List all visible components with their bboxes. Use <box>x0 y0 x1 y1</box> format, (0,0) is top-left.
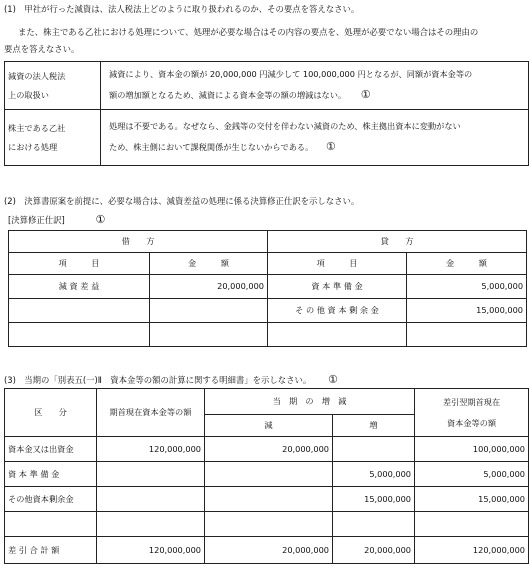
end-header-a: 差引翌期首現在 <box>442 397 501 408</box>
q1-row1-mark: ① <box>360 88 371 102</box>
row-label: その他資本剰余金 <box>5 487 97 512</box>
table-row-total <box>5 537 529 564</box>
row-increase: 20,000,000 <box>333 537 415 564</box>
q1-line1: (1) 甲社が行った減資は、法人税法上どのように取り扱われるのか、その要点を答えなさい。 <box>4 4 360 14</box>
debit-item-header: 項 目 <box>9 253 150 275</box>
q2-subtitle-line <box>8 213 105 227</box>
q3-title: (3) 当期の「別表五(一)Ⅱ 資本金等の額の計算に関する明細書」を示しなさい。 <box>4 375 312 385</box>
debit-amount-header: 金 額 <box>150 253 268 275</box>
row-increase <box>333 512 415 537</box>
credit-amount: 15,000,000 <box>407 299 527 323</box>
debit-item: 減 資 差 益 <box>9 275 150 299</box>
decrease-header: 減 <box>205 415 333 437</box>
row-end: 120,000,000 <box>415 537 529 564</box>
q1-row1-body-a: 減資により、資本金の額が 20,000,000 円減少して 100,000,000 円となるが、同額が資本金等の <box>109 69 473 79</box>
debit-amount <box>150 299 268 323</box>
q3-mark: ① <box>327 373 338 386</box>
row-end: 15,000,000 <box>415 487 529 512</box>
debit-amount <box>150 323 268 347</box>
capital-schedule-table <box>4 388 529 564</box>
row-label: 差 引 合 計 額 <box>5 537 97 564</box>
change-header: 当 期 の 増 減 <box>205 389 415 415</box>
credit-item-header: 項 目 <box>268 253 407 275</box>
q1-line3: 要点を答えなさい。 <box>4 44 80 54</box>
row-end: 100,000,000 <box>415 437 529 462</box>
row-begin: 120,000,000 <box>97 537 205 564</box>
journal-table <box>8 230 527 347</box>
q1-row2-body <box>101 110 529 166</box>
credit-amount-header: 金 額 <box>407 253 527 275</box>
row-decrease <box>205 462 333 487</box>
row-increase <box>333 437 415 462</box>
debit-item <box>9 299 150 323</box>
q1-row1-header-b: 上の取扱い <box>8 90 49 100</box>
row-end <box>415 512 529 537</box>
q1-row1-header <box>5 62 101 110</box>
q1-row1-body-b-line <box>109 88 525 102</box>
row-decrease <box>205 487 333 512</box>
row-begin <box>97 512 205 537</box>
row-increase: 5,000,000 <box>333 462 415 487</box>
q1-row2-header <box>5 110 101 166</box>
debit-item <box>9 323 150 347</box>
q1-row2-body-b-line <box>109 140 525 154</box>
credit-item <box>268 323 407 347</box>
q1-row2-header-b: における処理 <box>8 142 58 152</box>
q2-title: (2) 決算書原案を前提に、必要な場合は、減資差益の処理に係る決算修正仕訳を示しなさい。 <box>4 196 360 206</box>
row-increase: 15,000,000 <box>333 487 415 512</box>
row-label: 資本金又は出資金 <box>5 437 97 462</box>
increase-header: 増 <box>333 415 415 437</box>
debit-amount: 20,000,000 <box>150 275 268 299</box>
q1-row2-mark: ① <box>325 140 336 154</box>
q3-title-line <box>4 373 338 387</box>
credit-amount: 5,000,000 <box>407 275 527 299</box>
row-begin: 120,000,000 <box>97 437 205 462</box>
q1-answer-table <box>4 61 529 166</box>
credit-item: 資 本 準 備 金 <box>268 275 407 299</box>
row-label: 資 本 準 備 金 <box>5 462 97 487</box>
journal-row <box>9 275 527 299</box>
row-decrease <box>205 512 333 537</box>
credit-item: そ の 他 資 本 剰 余 金 <box>268 299 407 323</box>
table-row <box>5 462 529 487</box>
q2-mark: ① <box>95 213 106 226</box>
q1-row1-body <box>101 62 529 110</box>
debit-header: 借 方 <box>9 231 268 253</box>
table-row <box>5 487 529 512</box>
kubun-header: 区 分 <box>5 389 97 437</box>
table-row <box>5 437 529 462</box>
q1-row1-header-a: 減資の法人税法 <box>8 70 66 81</box>
q1-row2-header-a: 株主である乙社 <box>8 122 66 133</box>
q1-row2-body-b: ため、株主側において課税関係が生じないからである。 <box>109 142 314 153</box>
credit-header: 貸 方 <box>268 231 527 253</box>
row-decrease: 20,000,000 <box>205 437 333 462</box>
row-decrease: 20,000,000 <box>205 537 333 564</box>
begin-header: 期首現在資本金等の額 <box>97 389 205 437</box>
q1-line2: また、株主である乙社における処理について、処理が必要な場合はその内容の要点を、処理が必要でない場合はその理由の <box>18 27 479 37</box>
table-row <box>5 512 529 537</box>
row-end: 5,000,000 <box>415 462 529 487</box>
row-begin <box>97 487 205 512</box>
q1-row1-body-b: 額の増加額となるため、減資による資本金等の額の増減はない。 <box>109 90 347 101</box>
row-label <box>5 512 97 537</box>
q1-row2-body-a: 処理は不要である。なぜなら、金銭等の交付を伴わない減資のため、株主拠出資本に変動がない <box>109 121 461 131</box>
end-header-b: 資本金等の額 <box>446 417 497 428</box>
row-begin <box>97 462 205 487</box>
credit-amount <box>407 323 527 347</box>
q2-subtitle: [決算修正仕訳] <box>8 215 65 225</box>
journal-row <box>9 323 527 347</box>
end-header <box>415 389 529 437</box>
journal-row <box>9 299 527 323</box>
